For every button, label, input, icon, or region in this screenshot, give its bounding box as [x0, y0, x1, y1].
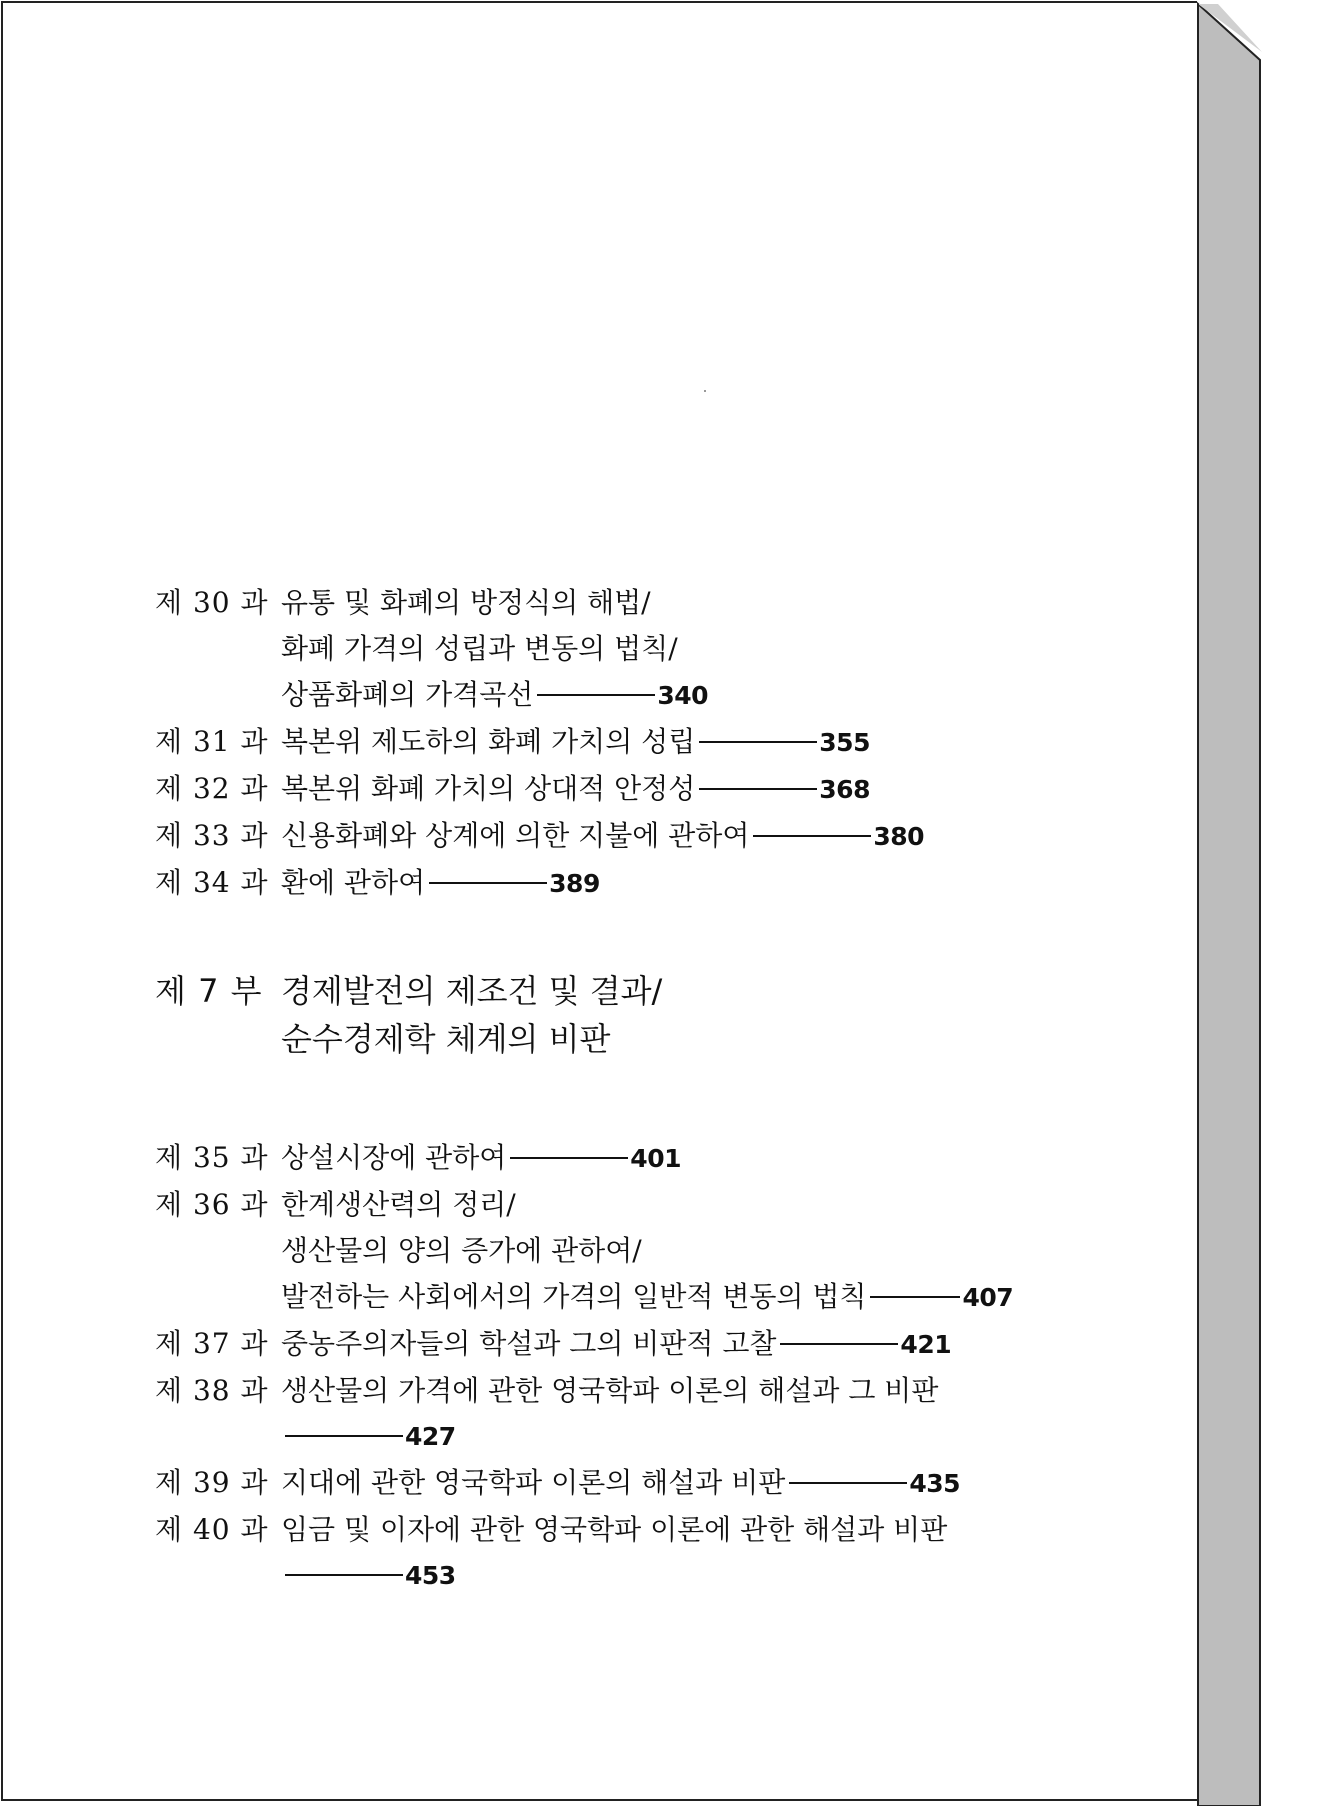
toc-entry-40-cont — [155, 1553, 1155, 1599]
page-number: 407 — [962, 1283, 1014, 1312]
toc-entry-33[interactable] — [155, 813, 1155, 860]
lesson-label: 제 34 과 — [155, 866, 269, 899]
book-side-face — [1198, 4, 1260, 1806]
lesson-title: 복본위 제도하의 화폐 가치의 성립 — [281, 725, 696, 758]
lesson-label: 제 32 과 — [155, 772, 269, 805]
part-heading-line — [155, 1015, 1155, 1063]
lesson-title-line: 생산물의 양의 증가에 관하여/ — [281, 1234, 642, 1267]
table-of-contents — [155, 580, 1155, 1599]
leader-line — [537, 694, 655, 696]
page-number: 380 — [873, 822, 925, 851]
leader-line — [780, 1343, 898, 1345]
scan-speck — [704, 390, 706, 392]
lesson-label: 제 35 과 — [155, 1141, 269, 1174]
leader-line — [699, 788, 817, 790]
page-number: 368 — [819, 775, 870, 804]
toc-entry-37[interactable] — [155, 1321, 1155, 1368]
leader-line — [870, 1296, 960, 1298]
page-number: 435 — [909, 1469, 961, 1498]
lesson-label: 제 40 과 — [155, 1513, 269, 1546]
part-title-line: 경제발전의 제조건 및 결과/ — [281, 972, 663, 1010]
toc-entry-30-cont — [155, 626, 1155, 672]
lesson-title-line: 한계생산력의 정리/ — [281, 1188, 516, 1221]
leader-line — [510, 1157, 628, 1159]
toc-entry-35[interactable] — [155, 1135, 1155, 1182]
toc-entry-32[interactable] — [155, 766, 1155, 813]
page-number: 453 — [405, 1561, 456, 1590]
lesson-title: 지대에 관한 영국학파 이론의 해설과 비판 — [281, 1466, 786, 1499]
lesson-title: 상설시장에 관하여 — [281, 1141, 507, 1174]
toc-entry-36-cont — [155, 1228, 1155, 1274]
leader-line — [753, 835, 871, 837]
toc-entry-36[interactable] — [155, 1182, 1155, 1228]
page-number: 421 — [900, 1330, 952, 1359]
toc-entry-38-cont — [155, 1414, 1155, 1460]
page-number: 401 — [630, 1144, 681, 1173]
part-heading-line — [155, 967, 1155, 1015]
lesson-title: 환에 관하여 — [281, 866, 426, 899]
lesson-title-line: 화폐 가격의 성립과 변동의 법칙/ — [281, 632, 678, 665]
lesson-label: 제 38 과 — [155, 1374, 269, 1407]
toc-entry-39[interactable] — [155, 1460, 1155, 1507]
lesson-title-line: 상품화폐의 가격곡선 — [281, 678, 534, 711]
leader-line — [789, 1482, 907, 1484]
page-number: 427 — [405, 1422, 456, 1451]
page-number: 355 — [819, 728, 870, 757]
part-title-line: 순수경제학 체계의 비판 — [281, 1020, 611, 1058]
toc-entry-30-cont — [155, 672, 1155, 719]
toc-entry-34[interactable] — [155, 860, 1155, 907]
toc-entry-38[interactable] — [155, 1368, 1155, 1414]
lesson-label: 제 30 과 — [155, 586, 269, 619]
part-heading — [155, 967, 1155, 1063]
lesson-title: 생산물의 가격에 관한 영국학파 이론의 해설과 그 비판 — [281, 1374, 939, 1407]
page-number: 340 — [657, 681, 709, 710]
lesson-label: 제 31 과 — [155, 725, 269, 758]
lesson-title: 복본위 화폐 가치의 상대적 안정성 — [281, 772, 696, 805]
lesson-label: 제 39 과 — [155, 1466, 269, 1499]
page-number: 389 — [549, 869, 600, 898]
toc-entry-40[interactable] — [155, 1507, 1155, 1553]
lesson-title: 신용화폐와 상계에 의한 지불에 관하여 — [281, 819, 750, 852]
lesson-label: 제 33 과 — [155, 819, 269, 852]
leader-line — [429, 882, 547, 884]
leader-line — [285, 1435, 403, 1437]
toc-entry-36-cont — [155, 1274, 1155, 1321]
leader-line — [285, 1574, 403, 1576]
lesson-title: 중농주의자들의 학설과 그의 비판적 고찰 — [281, 1327, 777, 1360]
lesson-title: 임금 및 이자에 관한 영국학파 이론에 관한 해설과 비판 — [281, 1513, 948, 1546]
toc-entry-30[interactable] — [155, 580, 1155, 626]
toc-entry-31[interactable] — [155, 719, 1155, 766]
part-label: 제 7 부 — [155, 972, 263, 1010]
lesson-title-line: 발전하는 사회에서의 가격의 일반적 변동의 법칙 — [281, 1280, 867, 1313]
leader-line — [699, 741, 817, 743]
lesson-label: 제 37 과 — [155, 1327, 269, 1360]
lesson-label: 제 36 과 — [155, 1188, 269, 1221]
lesson-title-line: 유통 및 화폐의 방정식의 해법/ — [281, 586, 651, 619]
